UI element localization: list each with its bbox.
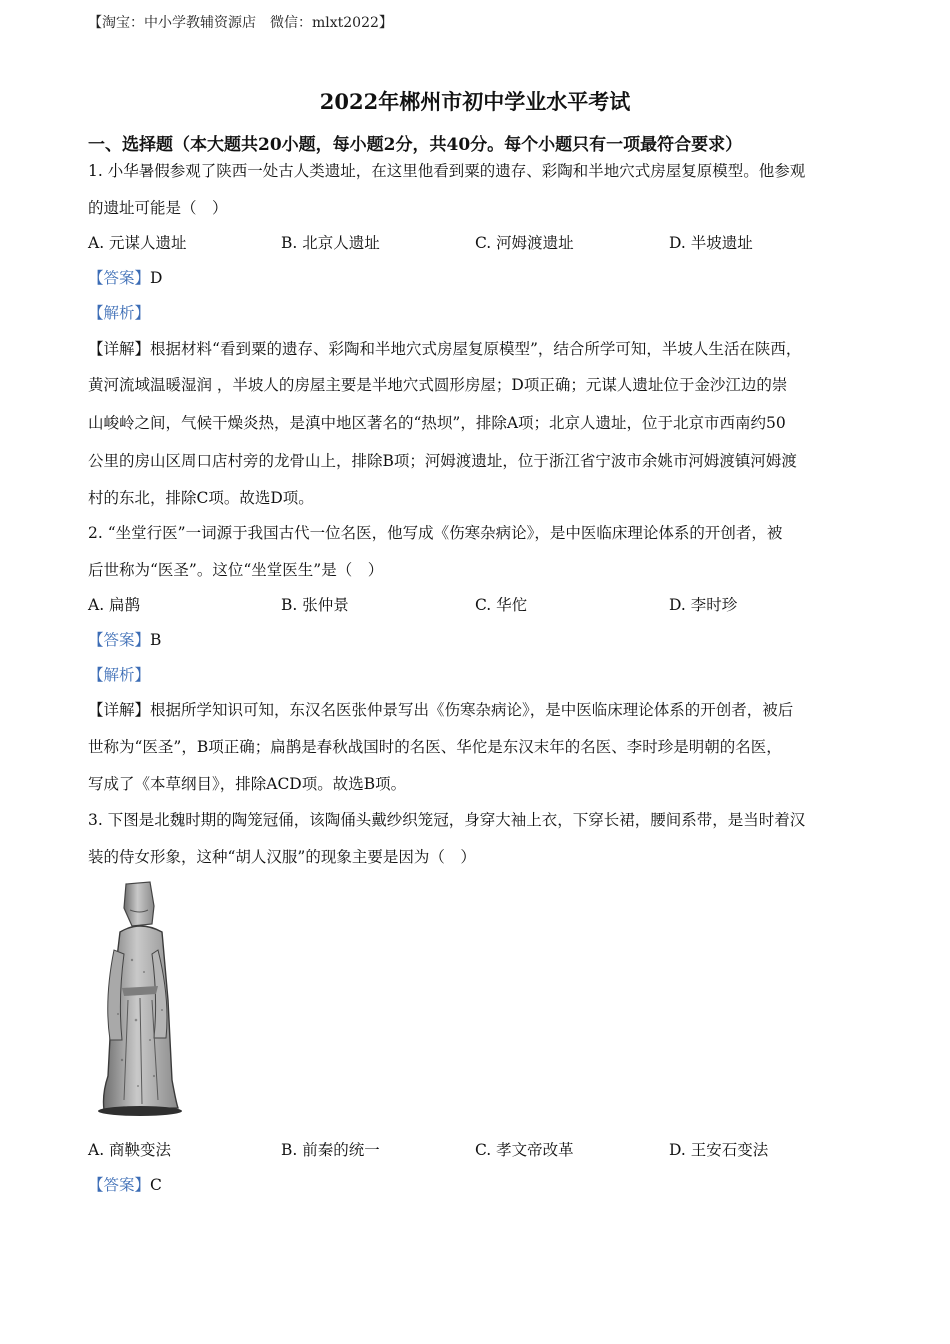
q3-option-b: B. 前秦的统一 <box>281 1141 380 1159</box>
q1-stem-line-1: 1. 小华暑假参观了陕西一处古人类遗址，在这里他看到粟的遗存、彩陶和半地穴式房屋复原模型。他参观 <box>88 162 806 180</box>
q1-stem-line-2: 的遗址可能是（ ） <box>88 199 228 217</box>
q2-answer <box>88 629 161 651</box>
q2-detail-line-1 <box>88 699 793 721</box>
q2-option-d: D. 李时珍 <box>669 596 738 614</box>
q1-analysis-tag <box>88 302 150 324</box>
q3-answer <box>88 1174 162 1196</box>
q1-option-c: C. 河姆渡遗址 <box>475 234 574 252</box>
section-heading: 一、选择题（本大题共20小题，每小题2分，共40分。每个小题只有一项最符合要求） <box>88 135 743 155</box>
answer-tag: 【答案】 <box>88 631 151 649</box>
q2-stem-line-1: 2. “坐堂行医”一词源于我国古代一位名医，他写成《伤寒杂病论》，是中医临床理论体系的开创者，被 <box>88 524 783 542</box>
q2-analysis-tag <box>88 664 150 686</box>
analysis-tag: 【解析】 <box>88 666 151 684</box>
q2-option-a: A. 扁鹊 <box>88 596 141 614</box>
q1-detail-line-3: 山峻岭之间，气候干燥炎热，是滇中地区著名的“热坝”，排除A项；北京人遗址，位于北京市西南约50 <box>88 414 786 432</box>
header-note: 【淘宝：中小学教辅资源店 微信：mlxt2022】 <box>88 15 393 31</box>
detail-text: 根据材料“看到粟的遗存、彩陶和半地穴式房屋复原模型”，结合所学可知，半坡人生活在陕西， <box>150 340 802 358</box>
analysis-tag: 【解析】 <box>88 304 151 322</box>
page-title: 2022年郴州市初中学业水平考试 <box>319 89 631 114</box>
q3-option-d: D. 王安石变法 <box>669 1141 769 1159</box>
q3-stem-line-2: 装的侍女形象，这种“胡人汉服”的现象主要是因为（ ） <box>88 848 476 866</box>
pottery-figurine-image <box>92 880 188 1118</box>
detail-tag: 【详解】 <box>88 701 151 719</box>
q1-option-b: B. 北京人遗址 <box>281 234 380 252</box>
detail-tag: 【详解】 <box>88 340 151 358</box>
q1-detail-line-1 <box>88 338 801 360</box>
answer-value: C <box>150 1176 162 1194</box>
q3-option-c: C. 孝文帝改革 <box>475 1141 574 1159</box>
q1-detail-line-4: 公里的房山区周口店村旁的龙骨山上，排除B项；河姆渡遗址，位于浙江省宁波市余姚市河姆渡镇河姆渡 <box>88 452 797 470</box>
answer-tag: 【答案】 <box>88 269 151 287</box>
q3-option-a: A. 商鞅变法 <box>88 1141 172 1159</box>
answer-value: B <box>150 631 162 649</box>
q1-detail-line-2: 黄河流域温暖湿润 ，半坡人的房屋主要是半地穴式圆形房屋；D项正确；元谋人遗址位于金沙江边的崇 <box>88 376 788 394</box>
q2-stem-line-2: 后世称为“医圣”。这位“坐堂医生”是（ ） <box>88 561 384 579</box>
q3-stem-line-1: 3. 下图是北魏时期的陶笼冠俑，该陶俑头戴纱织笼冠，身穿大袖上衣，下穿长裙，腰间系带，是当时着汉 <box>88 811 806 829</box>
q1-answer <box>88 267 162 289</box>
q1-option-a: A. 元谋人遗址 <box>88 234 187 252</box>
answer-tag: 【答案】 <box>88 1176 151 1194</box>
q2-detail-line-3: 写成了《本草纲目》，排除ACD项。故选B项。 <box>88 775 407 793</box>
q1-option-d: D. 半坡遗址 <box>669 234 753 252</box>
q2-detail-line-2: 世称为“医圣”，B项正确；扁鹊是春秋战国时的名医、华佗是东汉末年的名医、李时珍是明朝的名医， <box>88 738 782 756</box>
q2-option-b: B. 张仲景 <box>281 596 349 614</box>
q1-detail-line-5: 村的东北，排除C项。故选D项。 <box>88 489 314 507</box>
answer-value: D <box>150 269 163 287</box>
detail-text: 根据所学知识可知，东汉名医张仲景写出《伤寒杂病论》，是中医临床理论体系的开创者，被后 <box>150 701 794 719</box>
q2-option-c: C. 华佗 <box>475 596 528 614</box>
